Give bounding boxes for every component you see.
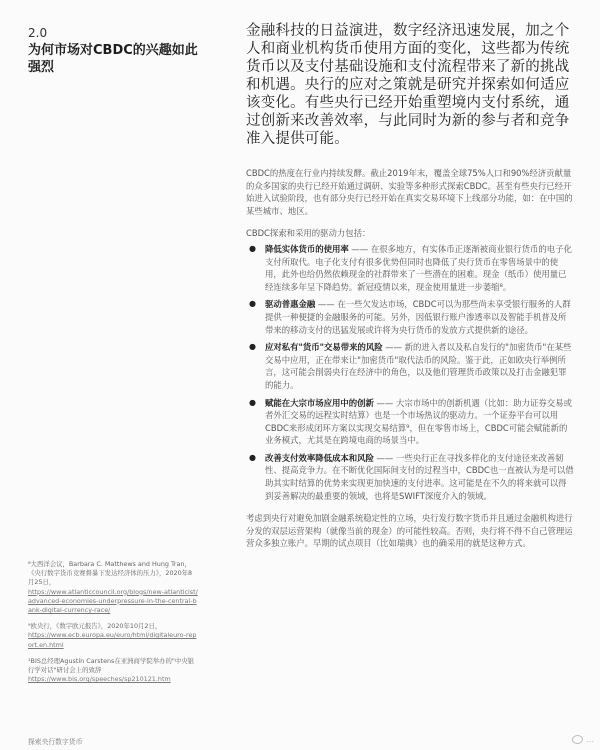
section-heading <box>28 26 198 76</box>
bullet-icon: ● <box>249 342 256 352</box>
driver-item <box>246 452 574 502</box>
drivers-intro: CBDC探索和采用的驱动力包括： <box>246 228 371 239</box>
driver-text: —— 在很多地方，有实体币正逐渐被商业银行货币的电子化支付所取代。电子化支付有很多优势但同时也降低了央行货币在零售场景中的使用，此外也给仍然依赖现金的社群带来了一些潜在的困难。现金（纸币）使用量已经连续多年呈下降趋势。新冠疫情以来，现金使用量进一步萎缩⁸。 <box>265 243 572 292</box>
bullet-icon: ● <box>249 397 256 407</box>
body-paragraph-1: CBDC的热度在行业内持续发酵。截止2019年末，覆盖全球75%人口和90%经济贡献量的众多国家的央行已经开始通过调研、实验等多种形式探索CBDC。甚至有些央行已经开始进入试验阶段，也有部分央行已经开始在真实交易环境下上线部分功能，如：在中国的某些城市、地区。 <box>246 168 573 216</box>
watermark <box>572 735 594 744</box>
section-title: 为何市场对CBDC的兴趣如此强烈 <box>28 43 198 75</box>
footnote <box>28 622 198 650</box>
footnote-link[interactable]: https://www.bis.org/speeches/sp210121.htm <box>28 675 171 684</box>
driver-lead: 降低实体货币的使用率 <box>265 243 349 254</box>
footnote <box>28 560 198 615</box>
wechat-icon <box>572 735 583 744</box>
driver-item <box>246 298 574 336</box>
driver-text: —— 大宗市场中的创新机遇（比如：助力证券交易或者外汇交易的远程实时结算）也是一个市场热议的驱动力。一个证券平台可以用CBDC来形成闭环方案以实现交易结算⁹，但在零售市场上，CBDC可能会赋能新的业务模式，尤其是在跨境电商的场景当中。 <box>265 397 572 446</box>
main-content <box>246 22 574 560</box>
intro-paragraph: 金融科技的日益演进，数字经济迅速发展，加之个人和商业机构货币使用方面的变化，这些都为传统货币以及支付基础设施和支付流程带来了新的挑战和机遇。央行的应对之策就是研究并探索如何适应该变化。有些央行已经开始重塑境内支付系统，通过创新来改善效率，与此同时为新的参与者和竞争准入提供可能。 <box>246 23 570 147</box>
footnotes <box>28 560 198 691</box>
driver-text: —— 在一些欠发达市场，CBDC可以为那些尚未享受银行服务的人群提供一种便捷的金融服务的可能。另外，因低银行账户渗透率以及智能手机普及所带来的移动支付的迅猛发展或许将为央行货币的发放方式提供新的途径。 <box>265 299 571 335</box>
driver-lead: 驱动普惠金融 <box>265 299 316 310</box>
drivers-list <box>246 243 574 502</box>
footnote-text: ¹BIS总经理Agustín Carstens在亚洲商学院举办的"中央银行学对话"研讨会上的致辞 <box>28 656 195 675</box>
footnote <box>28 657 198 685</box>
driver-item <box>246 397 574 447</box>
driver-item <box>246 341 574 391</box>
bullet-icon: ● <box>249 452 256 462</box>
page-footer: 探索央行数字货币 <box>28 738 83 746</box>
driver-lead: 应对私有"货币"交易带来的风险 <box>265 342 383 353</box>
bullet-icon: ● <box>249 299 256 309</box>
footnote-text: ⁹欧央行，《数字欧元报告》，2020年10月2日， <box>28 622 162 631</box>
driver-text: —— 一些央行正在寻找多样化的支付途径来改善韧性、提高竞争力。在不断优化国际间支付的过程当中，CBDC也一直被认为是可以借助其实时结算的优势来实现更加快速的支付进率。这可能是在不久的将来就可以得到妥善解决的最重要的领域，也将是SWIFT深度介入的领域。 <box>265 452 574 501</box>
footnote-link[interactable]: https://www.atlanticcouncil.org/blogs/new-atlanticist/advanced-economies-underpressure-in-the-central-bank-digital-currency-race/ <box>28 587 198 615</box>
bullet-icon: ● <box>249 243 256 253</box>
watermark-text: ... <box>586 735 594 744</box>
footnote-link[interactable]: https://www.ecb.europa.eu/euro/html/digitaleuro-report.en.html <box>28 631 197 649</box>
driver-lead: 赋能在大宗市场应用中的创新 <box>265 397 374 408</box>
driver-text: —— 新的进入者以及私自发行的"加密货币"在某些交易中应用，正在带来让"加密货币"取代法币的风险。鉴于此，正如欧央行举例所言，这可能会削弱央行在经济中的角色，以及他们管理货币政策以及打击金融犯罪的能力。 <box>265 342 572 390</box>
body-paragraph-2: 考虑到央行对避免加剧金融系统稳定性的立场，央行发行数字货币并且通过金融机构进行分发的双层运营架构（就像当前的现金）的可能性较高。否则，央行将不得不自己管理运营众多独立账户。早期的试点项目（比如瑞典）也的确采用的就是这种方式。 <box>246 513 573 549</box>
footnote-text: ⁸大西洋会议，Barbara C. Matthews and Hung Tran，《央行数字货币竞赛督暴下发达经济体的压力》，2020年8月25日， <box>28 560 193 587</box>
driver-item <box>246 243 574 293</box>
driver-lead: 改善支付效率降低成本和风险 <box>265 452 374 463</box>
section-number: 2.0 <box>28 26 48 40</box>
